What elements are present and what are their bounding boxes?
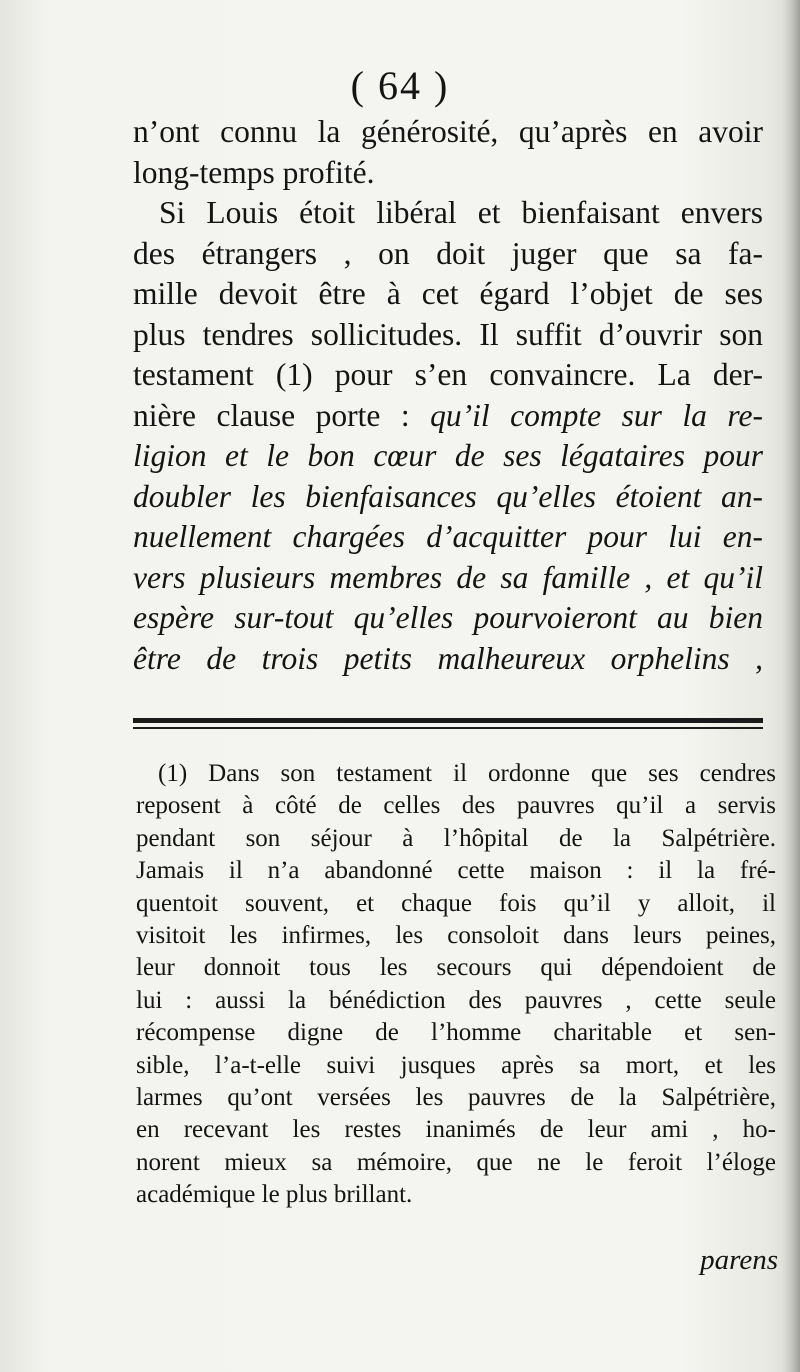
footnote-line: reposent à côté de celles des pauvres qu’il a servis: [136, 792, 776, 820]
footnote-line: en recevant les restes inanimés de leur ami , ho-: [136, 1116, 776, 1144]
body-line: mille devoit être à cet égard l’objet de ses: [133, 276, 763, 311]
body-line: testament (1) pour s’en convaincre. La der-: [133, 357, 763, 392]
body-line: n’ont connu la générosité, qu’après en avoir: [133, 114, 763, 149]
footnote-line: leur donnoit tous les secours qui dépendoient de: [136, 954, 776, 982]
body-line: long-temps profité.: [133, 154, 375, 190]
body-line: plus tendres sollicitudes. Il suffit d’ouvrir son: [133, 316, 763, 352]
body-line: [133, 396, 763, 437]
footnote-separator-thick: [133, 718, 763, 723]
body-line-segment: nière clause porte :: [133, 397, 431, 433]
body-line: ligion et le bon cœur de ses légataires pour: [133, 438, 763, 473]
footnote-line: lui : aussi la bénédiction des pauvres , cette seule: [136, 986, 776, 1014]
footnote-line: larmes qu’ont versées les pauvres de la Salpétrière,: [136, 1083, 776, 1111]
body-line: des étrangers , on doit juger que sa fa-: [133, 235, 763, 271]
footnote-line: visitoit les infirmes, les consoloit dans leurs peines,: [136, 921, 776, 949]
footnote-block: [136, 758, 776, 1211]
footnote-line: récompense digne de l’homme charitable et sen-: [136, 1019, 776, 1047]
body-line: Si Louis étoit libéral et bienfaisant envers: [159, 195, 763, 230]
body-line: être de trois petits malheureux orphelins ,: [133, 640, 763, 676]
footnote-line: quentoit souvent, et chaque fois qu’il y alloit, il: [136, 889, 776, 917]
catchword: parens: [700, 1244, 778, 1276]
footnote-line: sible, l’a-t-elle suivi jusques après sa mort, et les: [136, 1051, 776, 1079]
body-line: vers plusieurs membres de sa famille , et qu’il: [133, 559, 763, 595]
body-line: doubler les bienfaisances qu’elles étoient an-: [133, 478, 763, 514]
footnote-line: norent mieux sa mémoire, que ne le feroit l’éloge: [136, 1148, 776, 1176]
body-line-segment: qu’il compte sur la re-: [430, 397, 763, 433]
body-line: nuellement chargées d’acquitter pour lui en-: [133, 519, 763, 554]
body-line: espère sur-tout qu’elles pourvoieront au bien: [133, 600, 763, 635]
footnote-line: (1) Dans son testament il ordonne que ses cendres: [158, 760, 776, 787]
footnote-separator-thin: [133, 727, 763, 729]
page-edge-shadow: [782, 0, 800, 1372]
main-text-block: [133, 112, 763, 679]
page-number: ( 64 ): [350, 63, 450, 108]
footnote-line: académique le plus brillant.: [136, 1181, 413, 1209]
footnote-line: pendant son séjour à l’hôpital de la Salpétrière.: [136, 824, 776, 852]
footnote-line: Jamais il n’a abandonné cette maison : il la fré-: [136, 857, 776, 885]
